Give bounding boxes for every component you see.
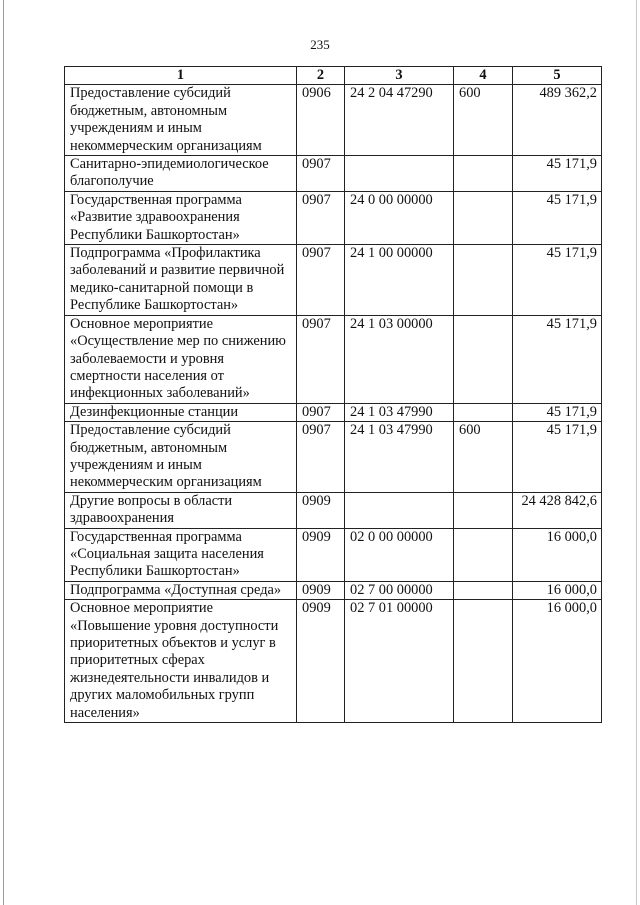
cell-amount: 16 000,0: [513, 600, 602, 723]
table-row: [65, 315, 602, 403]
cell-name: Предоставление субсидий бюджетным, автономным учреждениям и иным некоммерческим организациям: [65, 422, 297, 493]
cell-target: 24 1 00 00000: [345, 245, 454, 316]
cell-type: [454, 245, 513, 316]
cell-amount: 45 171,9: [513, 191, 602, 244]
table-row: [65, 492, 602, 528]
cell-section: 0907: [297, 191, 345, 244]
cell-amount: 45 171,9: [513, 422, 602, 493]
cell-name: Государственная программа «Развитие здравоохранения Республики Башкортостан»: [65, 191, 297, 244]
cell-type: [454, 528, 513, 581]
cell-name: Предоставление субсидий бюджетным, автономным учреждениям и иным некоммерческим организациям: [65, 85, 297, 156]
header-row: [65, 67, 602, 85]
cell-name: Санитарно-эпидемиологическое благополучие: [65, 156, 297, 192]
cell-target: 02 7 00 00000: [345, 581, 454, 599]
cell-name: Подпрограмма «Профилактика заболеваний и развитие первичной медико-санитарной помощи в Республике Башкортостан»: [65, 245, 297, 316]
table-row: [65, 422, 602, 493]
cell-name: Другие вопросы в области здравоохранения: [65, 492, 297, 528]
header-name: 1: [65, 67, 297, 85]
cell-amount: 16 000,0: [513, 528, 602, 581]
cell-amount: 489 362,2: [513, 85, 602, 156]
header-target: 3: [345, 67, 454, 85]
cell-type: [454, 403, 513, 421]
page-edge-right: [636, 0, 637, 905]
header-amount: 5: [513, 67, 602, 85]
page-edge-left: [3, 0, 4, 905]
cell-target: 24 1 03 47990: [345, 403, 454, 421]
cell-amount: 45 171,9: [513, 156, 602, 192]
cell-section: 0907: [297, 245, 345, 316]
cell-section: 0909: [297, 492, 345, 528]
cell-amount: 16 000,0: [513, 581, 602, 599]
cell-type: 600: [454, 85, 513, 156]
cell-target: 02 0 00 00000: [345, 528, 454, 581]
cell-amount: 45 171,9: [513, 315, 602, 403]
cell-amount: 24 428 842,6: [513, 492, 602, 528]
table-row: [65, 581, 602, 599]
cell-name: Основное мероприятие «Повышение уровня доступности приоритетных объектов и услуг в приоритетных сферах жизнедеятельности инвалидов и других маломобильных групп населения»: [65, 600, 297, 723]
cell-type: [454, 191, 513, 244]
cell-type: [454, 315, 513, 403]
table-row: [65, 528, 602, 581]
table-row: [65, 85, 602, 156]
table-row: [65, 191, 602, 244]
cell-target: 24 1 03 47990: [345, 422, 454, 493]
table-header: [65, 67, 602, 85]
page-number: 235: [310, 37, 330, 52]
cell-name: Подпрограмма «Доступная среда»: [65, 581, 297, 599]
cell-name: Основное мероприятие «Осуществление мер по снижению заболеваемости и уровня смертности населения от инфекционных заболеваний»: [65, 315, 297, 403]
table-row: [65, 403, 602, 421]
cell-target: [345, 492, 454, 528]
cell-name: Дезинфекционные станции: [65, 403, 297, 421]
table-body: [65, 85, 602, 723]
header-type: 4: [454, 67, 513, 85]
cell-section: 0906: [297, 85, 345, 156]
cell-target: 24 1 03 00000: [345, 315, 454, 403]
cell-section: 0907: [297, 403, 345, 421]
cell-section: 0907: [297, 156, 345, 192]
header-section: 2: [297, 67, 345, 85]
cell-section: 0909: [297, 581, 345, 599]
budget-table: [64, 66, 602, 723]
cell-amount: 45 171,9: [513, 403, 602, 421]
cell-target: 24 0 00 00000: [345, 191, 454, 244]
cell-target: 02 7 01 00000: [345, 600, 454, 723]
cell-type: 600: [454, 422, 513, 493]
cell-type: [454, 581, 513, 599]
cell-section: 0909: [297, 528, 345, 581]
table-row: [65, 600, 602, 723]
table-row: [65, 156, 602, 192]
cell-section: 0907: [297, 422, 345, 493]
cell-section: 0907: [297, 315, 345, 403]
cell-section: 0909: [297, 600, 345, 723]
cell-target: [345, 156, 454, 192]
cell-name: Государственная программа «Социальная защита населения Республики Башкортостан»: [65, 528, 297, 581]
cell-amount: 45 171,9: [513, 245, 602, 316]
table-row: [65, 245, 602, 316]
cell-type: [454, 492, 513, 528]
cell-target: 24 2 04 47290: [345, 85, 454, 156]
cell-type: [454, 600, 513, 723]
cell-type: [454, 156, 513, 192]
